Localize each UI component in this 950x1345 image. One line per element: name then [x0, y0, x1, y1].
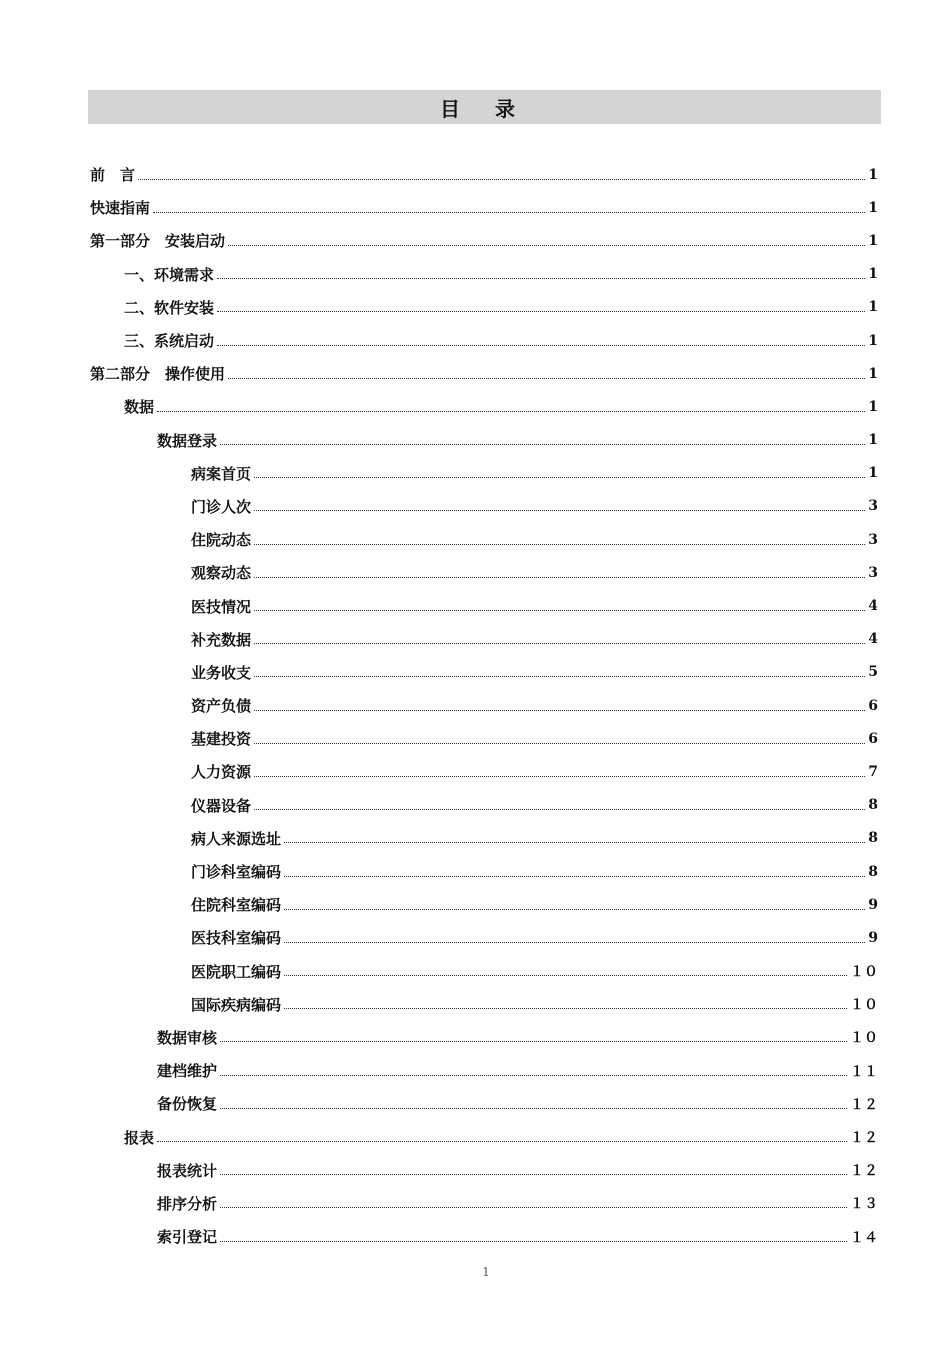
- toc-entry-label: 数据审核: [157, 1028, 218, 1047]
- toc-entry-label: 备份恢复: [157, 1095, 218, 1114]
- toc-entry-label: 索引登记: [157, 1228, 218, 1247]
- toc-entry[interactable]: [90, 191, 878, 224]
- toc-entry[interactable]: [90, 855, 878, 888]
- toc-entry-label: 观察动态: [191, 564, 252, 583]
- page-number: 1: [482, 1265, 490, 1279]
- toc-entry[interactable]: [90, 556, 878, 589]
- toc-leader-dots: [220, 1240, 847, 1242]
- toc-entry-page: 1: [868, 299, 878, 316]
- toc-leader-dots: [157, 1140, 847, 1142]
- toc-entry-label: 人力资源: [191, 763, 252, 782]
- toc-entry-label: 住院科室编码: [191, 896, 282, 915]
- toc-entry-label: 一、环境需求: [124, 265, 215, 284]
- toc-leader-dots: [138, 178, 865, 180]
- toc-leader-dots: [220, 1107, 847, 1109]
- toc-entry-page: 6: [868, 697, 878, 714]
- toc-entry[interactable]: [90, 822, 878, 855]
- toc-entry[interactable]: [90, 1220, 878, 1253]
- toc-entry[interactable]: [90, 955, 878, 988]
- table-of-contents: [90, 158, 878, 1253]
- toc-leader-dots: [284, 875, 865, 877]
- toc-entry[interactable]: [90, 224, 878, 257]
- toc-entry[interactable]: [90, 457, 878, 490]
- toc-entry-page: 1: [868, 432, 878, 449]
- toc-leader-dots: [217, 310, 865, 312]
- toc-entry-label: 补充数据: [191, 630, 252, 649]
- toc-entry-page: １２: [850, 1130, 878, 1147]
- toc-entry[interactable]: [90, 1021, 878, 1054]
- toc-leader-dots: [220, 1206, 847, 1208]
- toc-entry-label: 医技科室编码: [191, 929, 282, 948]
- toc-leader-dots: [220, 1040, 847, 1042]
- toc-entry-page: 9: [868, 896, 878, 913]
- toc-entry-label: 二、软件安装: [124, 298, 215, 317]
- toc-leader-dots: [254, 476, 865, 478]
- toc-title: 目 录: [440, 96, 529, 121]
- toc-leader-dots: [220, 1074, 847, 1076]
- toc-entry[interactable]: [90, 689, 878, 722]
- toc-leader-dots: [220, 1173, 847, 1175]
- toc-entry-label: 第二部分 操作使用: [90, 365, 226, 384]
- toc-entry-page: 1: [868, 199, 878, 216]
- toc-entry[interactable]: [90, 1087, 878, 1120]
- toc-entry[interactable]: [90, 424, 878, 457]
- toc-leader-dots: [254, 808, 865, 810]
- toc-leader-dots: [217, 277, 865, 279]
- toc-entry-page: 1: [868, 166, 878, 183]
- toc-entry-label: 快速指南: [90, 199, 151, 218]
- toc-entry[interactable]: [90, 755, 878, 788]
- toc-entry-page: １１: [850, 1063, 878, 1080]
- toc-entry-page: 4: [868, 598, 878, 615]
- toc-entry[interactable]: [90, 1154, 878, 1187]
- toc-entry-page: 3: [868, 498, 878, 515]
- toc-entry-page: 9: [868, 929, 878, 946]
- toc-leader-dots: [284, 841, 865, 843]
- toc-leader-dots: [157, 410, 865, 412]
- toc-leader-dots: [254, 742, 865, 744]
- toc-entry-label: 第一部分 安装启动: [90, 232, 226, 251]
- toc-leader-dots: [254, 709, 865, 711]
- toc-entry-label: 前 言: [90, 166, 136, 185]
- toc-entry-page: １４: [850, 1229, 878, 1246]
- toc-entry-page: 8: [868, 830, 878, 847]
- toc-entry-page: 1: [868, 365, 878, 382]
- toc-leader-dots: [254, 642, 865, 644]
- toc-entry-label: 仪器设备: [191, 796, 252, 815]
- toc-entry[interactable]: [90, 523, 878, 556]
- toc-leader-dots: [284, 941, 865, 943]
- toc-entry[interactable]: [90, 1054, 878, 1087]
- toc-leader-dots: [254, 775, 865, 777]
- toc-entry-page: 8: [868, 797, 878, 814]
- toc-entry-label: 病案首页: [191, 464, 252, 483]
- toc-entry-page: 7: [868, 763, 878, 780]
- toc-entry-page: 8: [868, 863, 878, 880]
- toc-entry-page: 1: [868, 398, 878, 415]
- toc-entry-page: １３: [850, 1196, 878, 1213]
- toc-entry[interactable]: [90, 623, 878, 656]
- toc-entry[interactable]: [90, 291, 878, 324]
- toc-leader-dots: [254, 576, 865, 578]
- toc-leader-dots: [254, 509, 865, 511]
- toc-entry[interactable]: [90, 789, 878, 822]
- toc-entry[interactable]: [90, 1120, 878, 1153]
- toc-entry[interactable]: [90, 1187, 878, 1220]
- toc-entry[interactable]: [90, 656, 878, 689]
- toc-entry[interactable]: [90, 888, 878, 921]
- toc-entry-label: 报表统计: [157, 1161, 218, 1180]
- toc-entry-label: 门诊科室编码: [191, 863, 282, 882]
- toc-leader-dots: [254, 543, 865, 545]
- toc-entry-page: １０: [850, 964, 878, 981]
- toc-entry-page: １０: [850, 997, 878, 1014]
- toc-leader-dots: [153, 211, 865, 213]
- toc-entry[interactable]: [90, 357, 878, 390]
- toc-entry-page: 3: [868, 531, 878, 548]
- toc-entry[interactable]: [90, 722, 878, 755]
- toc-entry-label: 病人来源选址: [191, 829, 282, 848]
- toc-entry[interactable]: [90, 988, 878, 1021]
- toc-entry-page: 3: [868, 564, 878, 581]
- toc-leader-dots: [284, 908, 865, 910]
- toc-entry-page: １０: [850, 1030, 878, 1047]
- toc-entry[interactable]: [90, 589, 878, 622]
- toc-title-bar: [88, 90, 881, 124]
- toc-entry[interactable]: [90, 258, 878, 291]
- toc-entry-label: 建档维护: [157, 1062, 218, 1081]
- toc-entry[interactable]: [90, 490, 878, 523]
- toc-entry-page: １２: [850, 1096, 878, 1113]
- toc-leader-dots: [228, 244, 865, 246]
- toc-leader-dots: [220, 443, 865, 445]
- toc-leader-dots: [254, 609, 865, 611]
- toc-entry-label: 数据: [124, 398, 155, 417]
- toc-entry-page: 1: [868, 232, 878, 249]
- toc-entry-label: 数据登录: [157, 431, 218, 450]
- toc-entry[interactable]: [90, 324, 878, 357]
- toc-entry-page: １２: [850, 1163, 878, 1180]
- toc-entry-label: 基建投资: [191, 730, 252, 749]
- toc-entry-label: 资产负债: [191, 697, 252, 716]
- toc-entry-label: 医院职工编码: [191, 962, 282, 981]
- toc-entry-page: 1: [868, 465, 878, 482]
- toc-entry[interactable]: [90, 390, 878, 423]
- toc-entry-page: 5: [868, 664, 878, 681]
- toc-entry-label: 门诊人次: [191, 497, 252, 516]
- toc-leader-dots: [254, 675, 865, 677]
- toc-entry-label: 排序分析: [157, 1194, 218, 1213]
- toc-entry-label: 三、系统启动: [124, 332, 215, 351]
- toc-entry-label: 国际疾病编码: [191, 995, 282, 1014]
- toc-entry-page: 1: [868, 266, 878, 283]
- toc-entry-label: 住院动态: [191, 531, 252, 550]
- toc-entry-label: 医技情况: [191, 597, 252, 616]
- toc-entry-page: 1: [868, 332, 878, 349]
- toc-entry-label: 业务收支: [191, 663, 252, 682]
- toc-leader-dots: [217, 344, 865, 346]
- toc-leader-dots: [284, 1007, 847, 1009]
- toc-leader-dots: [284, 974, 847, 976]
- toc-entry-page: 4: [868, 631, 878, 648]
- toc-entry-page: 6: [868, 730, 878, 747]
- toc-entry-label: 报表: [124, 1128, 155, 1147]
- toc-entry[interactable]: [90, 921, 878, 954]
- toc-entry[interactable]: [90, 158, 878, 191]
- toc-leader-dots: [228, 377, 865, 379]
